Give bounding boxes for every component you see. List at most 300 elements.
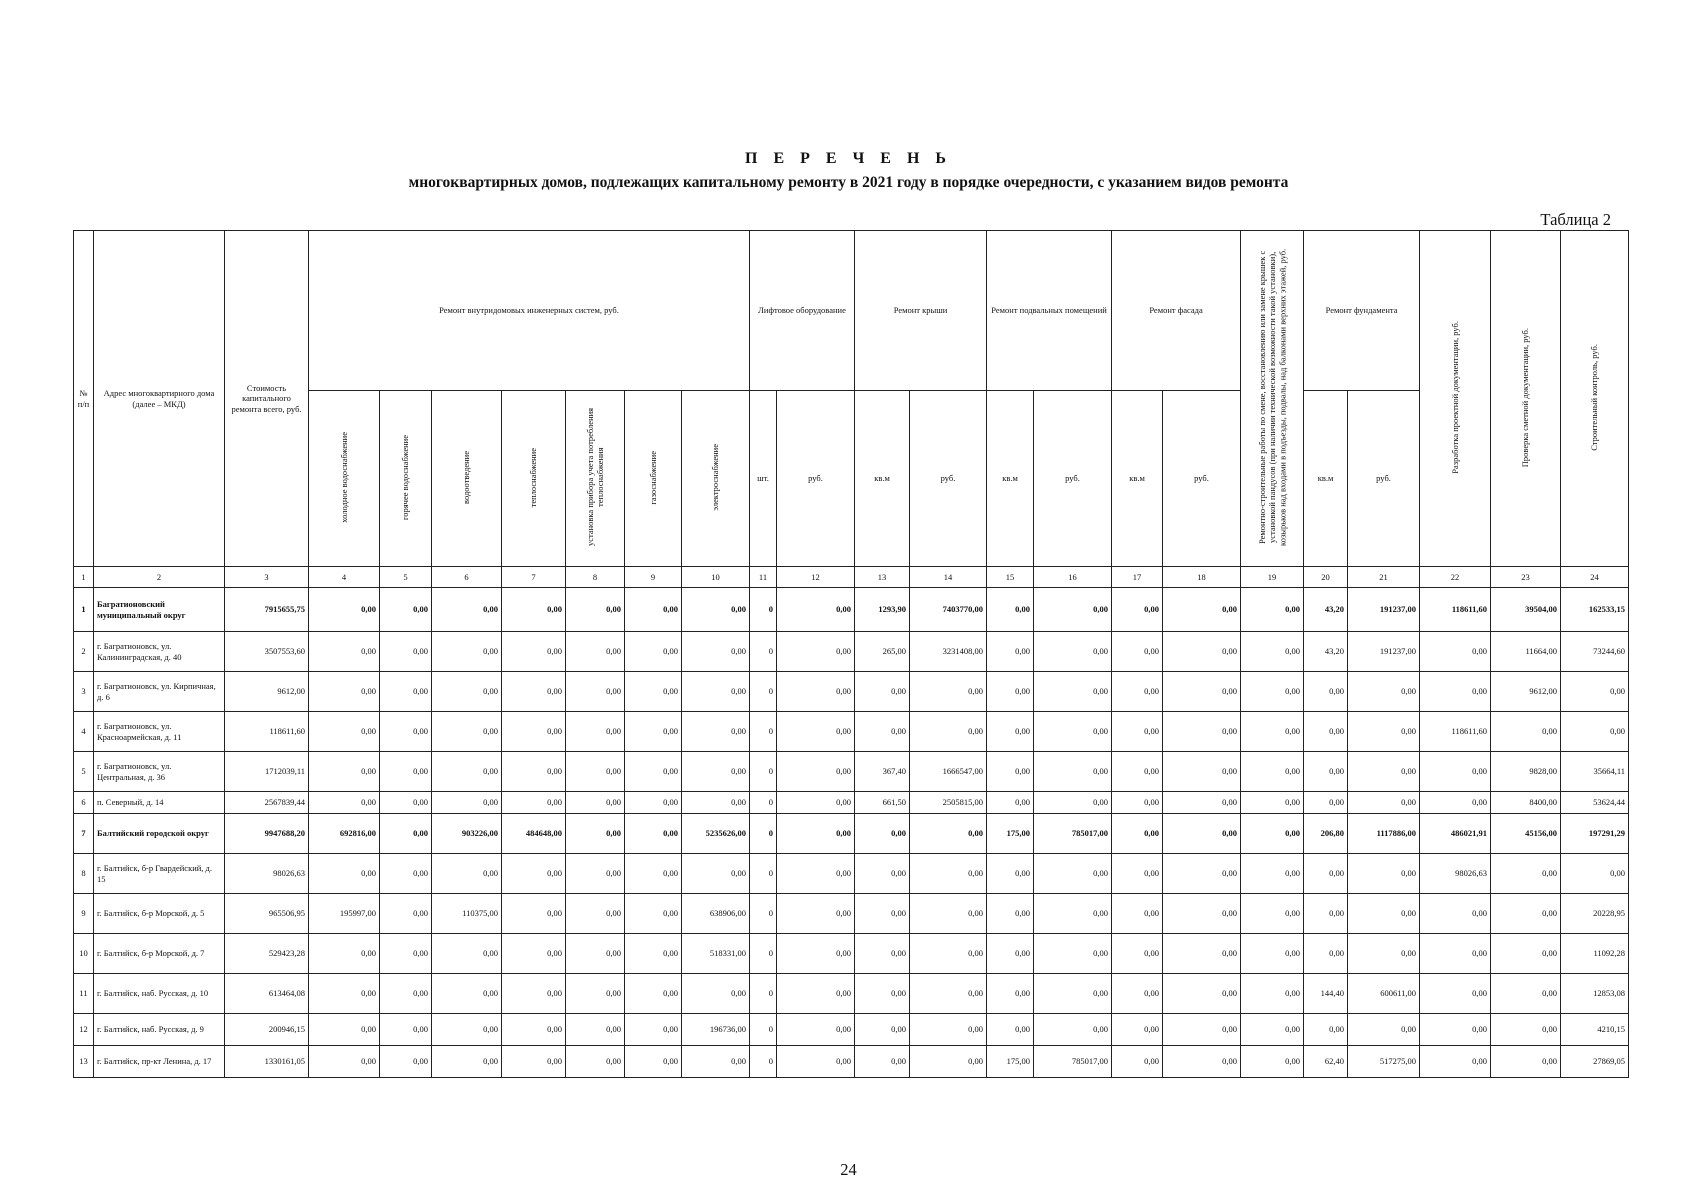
value-cell: 0,00 xyxy=(1112,1014,1163,1046)
value-cell: 0,00 xyxy=(1348,894,1420,934)
value-cell: 0,00 xyxy=(1163,854,1241,894)
value-cell: 0 xyxy=(750,752,777,792)
value-cell: 0,00 xyxy=(1491,854,1561,894)
value-cell: 0,00 xyxy=(502,854,566,894)
header-basement-rub: руб. xyxy=(1034,391,1112,567)
value-cell: 0,00 xyxy=(1241,632,1304,672)
value-cell: 62,40 xyxy=(1304,1046,1348,1078)
value-cell: 0,00 xyxy=(380,672,432,712)
value-cell: 0,00 xyxy=(432,1046,502,1078)
value-cell: 0,00 xyxy=(682,752,750,792)
value-cell: 0,00 xyxy=(625,854,682,894)
value-cell: 0 xyxy=(750,1014,777,1046)
row-number-cell: 12 xyxy=(74,1014,94,1046)
value-cell: 0,00 xyxy=(432,672,502,712)
value-cell: 0 xyxy=(750,894,777,934)
value-cell: 0,00 xyxy=(432,632,502,672)
value-cell: 9612,00 xyxy=(225,672,309,712)
value-cell: 0 xyxy=(750,672,777,712)
value-cell: 0,00 xyxy=(380,814,432,854)
value-cell: 0,00 xyxy=(1304,712,1348,752)
value-cell: 0,00 xyxy=(380,712,432,752)
value-cell: 692816,00 xyxy=(309,814,380,854)
value-cell: 0,00 xyxy=(432,588,502,632)
value-cell: 785017,00 xyxy=(1034,814,1112,854)
column-number-cell: 7 xyxy=(502,567,566,588)
value-cell: 0,00 xyxy=(566,752,625,792)
value-cell: 0,00 xyxy=(1112,894,1163,934)
header-facade-rub: руб. xyxy=(1163,391,1241,567)
value-cell: 0,00 xyxy=(1163,814,1241,854)
value-cell: 0,00 xyxy=(777,854,855,894)
column-number-cell: 1 xyxy=(74,567,94,588)
value-cell: 3507553,60 xyxy=(225,632,309,672)
value-cell: 9828,00 xyxy=(1491,752,1561,792)
value-cell: 0,00 xyxy=(682,712,750,752)
value-cell: 0,00 xyxy=(502,588,566,632)
value-cell: 0,00 xyxy=(432,792,502,814)
column-number-cell: 21 xyxy=(1348,567,1420,588)
header-lift: Лифтовое оборудование xyxy=(750,231,855,391)
value-cell: 0,00 xyxy=(1163,1014,1241,1046)
value-cell: 0,00 xyxy=(1348,752,1420,792)
value-cell: 0,00 xyxy=(380,1046,432,1078)
value-cell: 0,00 xyxy=(1034,752,1112,792)
header-basement-sqm: кв.м xyxy=(987,391,1034,567)
value-cell: 0,00 xyxy=(380,934,432,974)
value-cell: 43,20 xyxy=(1304,588,1348,632)
header-basement: Ремонт подвальных помещений xyxy=(987,231,1112,391)
value-cell: 20228,95 xyxy=(1561,894,1629,934)
value-cell: 9612,00 xyxy=(1491,672,1561,712)
value-cell: 0,00 xyxy=(777,752,855,792)
address-cell: г. Балтийск, наб. Русская, д. 9 xyxy=(94,1014,225,1046)
value-cell: 0,00 xyxy=(1420,1046,1491,1078)
header-foundation: Ремонт фундамента xyxy=(1304,231,1420,391)
value-cell: 0,00 xyxy=(566,1014,625,1046)
value-cell: 0,00 xyxy=(855,1046,910,1078)
header-roof-rub: руб. xyxy=(910,391,987,567)
value-cell: 45156,00 xyxy=(1491,814,1561,854)
value-cell: 1666547,00 xyxy=(910,752,987,792)
header-meter: установка прибора учета потребления теплоснабжения xyxy=(566,391,625,567)
value-cell: 0,00 xyxy=(1304,894,1348,934)
value-cell: 0 xyxy=(750,1046,777,1078)
column-number-cell: 23 xyxy=(1491,567,1561,588)
value-cell: 0,00 xyxy=(432,712,502,752)
value-cell: 0,00 xyxy=(1420,894,1491,934)
value-cell: 0,00 xyxy=(987,934,1034,974)
value-cell: 0,00 xyxy=(1420,1014,1491,1046)
value-cell: 0,00 xyxy=(502,752,566,792)
header-hot-water: горячее водоснабжение xyxy=(380,391,432,567)
value-cell: 0,00 xyxy=(566,1046,625,1078)
table-row xyxy=(74,1046,1629,1078)
address-cell: г. Багратионовск, ул. Центральная, д. 36 xyxy=(94,752,225,792)
value-cell: 191237,00 xyxy=(1348,632,1420,672)
value-cell: 0,00 xyxy=(309,752,380,792)
address-cell: г. Балтийск, б-р Морской, д. 7 xyxy=(94,934,225,974)
value-cell: 0,00 xyxy=(625,588,682,632)
value-cell: 0 xyxy=(750,588,777,632)
value-cell: 0,00 xyxy=(625,792,682,814)
value-cell: 0,00 xyxy=(566,792,625,814)
value-cell: 0,00 xyxy=(502,672,566,712)
value-cell: 0,00 xyxy=(1420,934,1491,974)
value-cell: 0,00 xyxy=(1034,854,1112,894)
value-cell: 903226,00 xyxy=(432,814,502,854)
value-cell: 98026,63 xyxy=(225,854,309,894)
value-cell: 0,00 xyxy=(1491,1014,1561,1046)
value-cell: 0,00 xyxy=(566,588,625,632)
value-cell: 0,00 xyxy=(625,752,682,792)
row-number-cell: 13 xyxy=(74,1046,94,1078)
value-cell: 0,00 xyxy=(1491,934,1561,974)
value-cell: 517275,00 xyxy=(1348,1046,1420,1078)
value-cell: 0,00 xyxy=(1241,1046,1304,1078)
value-cell: 7915655,75 xyxy=(225,588,309,632)
value-cell: 0,00 xyxy=(625,632,682,672)
value-cell: 8400,00 xyxy=(1491,792,1561,814)
value-cell: 0,00 xyxy=(987,588,1034,632)
value-cell: 118611,60 xyxy=(225,712,309,752)
header-lift-pcs: шт. xyxy=(750,391,777,567)
row-number-cell: 6 xyxy=(74,792,94,814)
value-cell: 4210,15 xyxy=(1561,1014,1629,1046)
value-cell: 0,00 xyxy=(987,894,1034,934)
value-cell: 0,00 xyxy=(1112,814,1163,854)
value-cell: 0,00 xyxy=(1304,854,1348,894)
value-cell: 197291,29 xyxy=(1561,814,1629,854)
column-number-cell: 6 xyxy=(432,567,502,588)
address-cell: г. Балтийск, пр-кт Ленина, д. 17 xyxy=(94,1046,225,1078)
value-cell: 0,00 xyxy=(432,854,502,894)
table-row xyxy=(74,672,1629,712)
value-cell: 0,00 xyxy=(1420,632,1491,672)
value-cell: 0,00 xyxy=(1420,792,1491,814)
document-subtitle: многоквартирных домов, подлежащих капитальному ремонту в 2021 году в порядке очередности, с указанием видов ремонта xyxy=(408,174,1289,191)
value-cell: 73244,60 xyxy=(1561,632,1629,672)
value-cell: 0,00 xyxy=(1163,752,1241,792)
value-cell: 0,00 xyxy=(987,632,1034,672)
row-number-cell: 9 xyxy=(74,894,94,934)
value-cell: 0,00 xyxy=(1112,974,1163,1014)
header-foundation-rub: руб. xyxy=(1348,391,1420,567)
value-cell: 0,00 xyxy=(910,894,987,934)
value-cell: 0,00 xyxy=(1348,792,1420,814)
column-number-cell: 13 xyxy=(855,567,910,588)
value-cell: 0,00 xyxy=(777,1014,855,1046)
value-cell: 0,00 xyxy=(777,894,855,934)
value-cell: 0,00 xyxy=(1034,894,1112,934)
value-cell: 0,00 xyxy=(1241,672,1304,712)
value-cell: 0,00 xyxy=(625,934,682,974)
value-cell: 0,00 xyxy=(987,792,1034,814)
value-cell: 0,00 xyxy=(309,854,380,894)
row-number-cell: 1 xyxy=(74,588,94,632)
value-cell: 0,00 xyxy=(682,974,750,1014)
value-cell: 0,00 xyxy=(910,854,987,894)
column-number-cell: 8 xyxy=(566,567,625,588)
value-cell: 0,00 xyxy=(1112,712,1163,752)
value-cell: 0,00 xyxy=(1163,588,1241,632)
value-cell: 5235626,00 xyxy=(682,814,750,854)
value-cell: 0 xyxy=(750,854,777,894)
value-cell: 0,00 xyxy=(1163,894,1241,934)
table-row xyxy=(74,712,1629,752)
value-cell: 196736,00 xyxy=(682,1014,750,1046)
value-cell: 0,00 xyxy=(910,672,987,712)
column-number-cell: 18 xyxy=(1163,567,1241,588)
value-cell: 11092,28 xyxy=(1561,934,1629,974)
row-number-cell: 3 xyxy=(74,672,94,712)
value-cell: 0,00 xyxy=(1241,792,1304,814)
value-cell: 0,00 xyxy=(910,1046,987,1078)
value-cell: 0,00 xyxy=(1163,672,1241,712)
value-cell: 0,00 xyxy=(566,854,625,894)
table-row xyxy=(74,934,1629,974)
value-cell: 0,00 xyxy=(1241,974,1304,1014)
value-cell: 0,00 xyxy=(1241,588,1304,632)
value-cell: 0,00 xyxy=(855,712,910,752)
value-cell: 0,00 xyxy=(1561,712,1629,752)
value-cell: 0,00 xyxy=(1304,1014,1348,1046)
column-number-cell: 11 xyxy=(750,567,777,588)
value-cell: 0,00 xyxy=(987,752,1034,792)
column-number-cell: 5 xyxy=(380,567,432,588)
value-cell: 0,00 xyxy=(910,814,987,854)
value-cell: 0,00 xyxy=(777,814,855,854)
value-cell: 0,00 xyxy=(1348,934,1420,974)
header-facade: Ремонт фасада xyxy=(1112,231,1241,391)
value-cell: 0,00 xyxy=(855,974,910,1014)
value-cell: 0,00 xyxy=(1163,792,1241,814)
column-number-cell: 3 xyxy=(225,567,309,588)
value-cell: 0,00 xyxy=(380,854,432,894)
header-facade-sqm: кв.м xyxy=(1112,391,1163,567)
value-cell: 98026,63 xyxy=(1420,854,1491,894)
value-cell: 518331,00 xyxy=(682,934,750,974)
value-cell: 0,00 xyxy=(910,712,987,752)
value-cell: 0,00 xyxy=(1112,934,1163,974)
value-cell: 0,00 xyxy=(380,792,432,814)
value-cell: 0 xyxy=(750,814,777,854)
header-num: № п/п xyxy=(74,231,94,567)
value-cell: 162533,15 xyxy=(1561,588,1629,632)
value-cell: 0,00 xyxy=(380,588,432,632)
value-cell: 200946,15 xyxy=(225,1014,309,1046)
value-cell: 0,00 xyxy=(1561,672,1629,712)
value-cell: 0,00 xyxy=(625,894,682,934)
value-cell: 0,00 xyxy=(566,894,625,934)
value-cell: 0,00 xyxy=(502,934,566,974)
value-cell: 486021,91 xyxy=(1420,814,1491,854)
header-design-docs: Разработка проектной документации, руб. xyxy=(1420,231,1491,567)
value-cell: 0,00 xyxy=(1304,792,1348,814)
value-cell: 2505815,00 xyxy=(910,792,987,814)
row-number-cell: 7 xyxy=(74,814,94,854)
value-cell: 0,00 xyxy=(682,792,750,814)
value-cell: 0,00 xyxy=(1348,672,1420,712)
value-cell: 0,00 xyxy=(1034,974,1112,1014)
value-cell: 0,00 xyxy=(1034,672,1112,712)
value-cell: 0,00 xyxy=(1034,792,1112,814)
value-cell: 195997,00 xyxy=(309,894,380,934)
address-cell: г. Балтийск, б-р Морской, д. 5 xyxy=(94,894,225,934)
header-address: Адрес многоквартирного дома (далее – МКД) xyxy=(94,231,225,567)
value-cell: 0,00 xyxy=(1034,934,1112,974)
row-number-cell: 10 xyxy=(74,934,94,974)
value-cell: 0,00 xyxy=(309,1014,380,1046)
value-cell: 0,00 xyxy=(1163,974,1241,1014)
header-foundation-sqm: кв.м xyxy=(1304,391,1348,567)
header-roof: Ремонт крыши xyxy=(855,231,987,391)
value-cell: 1117886,00 xyxy=(1348,814,1420,854)
value-cell: 11664,00 xyxy=(1491,632,1561,672)
address-cell: г. Балтийск, наб. Русская, д. 10 xyxy=(94,974,225,1014)
value-cell: 0,00 xyxy=(1561,854,1629,894)
column-number-cell: 16 xyxy=(1034,567,1112,588)
value-cell: 0,00 xyxy=(1112,588,1163,632)
row-number-cell: 11 xyxy=(74,974,94,1014)
table-row xyxy=(74,854,1629,894)
value-cell: 0,00 xyxy=(502,1046,566,1078)
value-cell: 0,00 xyxy=(1112,752,1163,792)
value-cell: 0,00 xyxy=(1112,1046,1163,1078)
value-cell: 484648,00 xyxy=(502,814,566,854)
value-cell: 39504,00 xyxy=(1491,588,1561,632)
value-cell: 12853,08 xyxy=(1561,974,1629,1014)
value-cell: 0 xyxy=(750,934,777,974)
value-cell: 0,00 xyxy=(777,672,855,712)
value-cell: 0,00 xyxy=(1420,974,1491,1014)
address-cell: г. Багратионовск, ул. Красноармейская, д. 11 xyxy=(94,712,225,752)
value-cell: 0,00 xyxy=(1491,1046,1561,1078)
value-cell: 0,00 xyxy=(432,752,502,792)
value-cell: 0,00 xyxy=(625,974,682,1014)
value-cell: 0,00 xyxy=(1112,854,1163,894)
value-cell: 0 xyxy=(750,712,777,752)
value-cell: 965506,95 xyxy=(225,894,309,934)
value-cell: 0,00 xyxy=(1241,712,1304,752)
column-number-cell: 20 xyxy=(1304,567,1348,588)
value-cell: 0,00 xyxy=(987,1014,1034,1046)
value-cell: 0,00 xyxy=(1163,712,1241,752)
value-cell: 0,00 xyxy=(1163,934,1241,974)
value-cell: 0 xyxy=(750,632,777,672)
header-repair-works: Ремонтно-строительные работы по смене, восстановлению или замене крышек с установкой пандусов (при наличии технической возможности такой установки), козырьков над входами в подъезды, подвалы, над балконами верхних этажей, руб. xyxy=(1241,231,1304,567)
value-cell: 0,00 xyxy=(1491,712,1561,752)
header-cold-water: холодное водоснабжение xyxy=(309,391,380,567)
table-row xyxy=(74,588,1629,632)
document-title: П Е Р Е Ч Е Н Ь xyxy=(745,150,952,167)
value-cell: 529423,28 xyxy=(225,934,309,974)
value-cell: 0,00 xyxy=(777,1046,855,1078)
value-cell: 1293,90 xyxy=(855,588,910,632)
value-cell: 0,00 xyxy=(432,974,502,1014)
column-number-cell: 22 xyxy=(1420,567,1491,588)
value-cell: 0,00 xyxy=(502,632,566,672)
row-number-cell: 5 xyxy=(74,752,94,792)
value-cell: 0,00 xyxy=(987,854,1034,894)
value-cell: 0,00 xyxy=(777,632,855,672)
value-cell: 0,00 xyxy=(309,672,380,712)
value-cell: 0,00 xyxy=(309,792,380,814)
table-label: Таблица 2 xyxy=(1540,210,1611,229)
value-cell: 638906,00 xyxy=(682,894,750,934)
value-cell: 175,00 xyxy=(987,814,1034,854)
value-cell: 265,00 xyxy=(855,632,910,672)
value-cell: 0,00 xyxy=(1163,632,1241,672)
table-row xyxy=(74,752,1629,792)
address-cell: п. Северный, д. 14 xyxy=(94,792,225,814)
column-number-cell: 15 xyxy=(987,567,1034,588)
value-cell: 0,00 xyxy=(1491,894,1561,934)
value-cell: 0,00 xyxy=(309,632,380,672)
value-cell: 0,00 xyxy=(1241,854,1304,894)
value-cell: 0,00 xyxy=(502,974,566,1014)
value-cell: 0,00 xyxy=(1348,854,1420,894)
value-cell: 0,00 xyxy=(777,974,855,1014)
row-number-cell: 2 xyxy=(74,632,94,672)
header-electric: электроснабжение xyxy=(682,391,750,567)
header-total: Стоимость капитального ремонта всего, руб. xyxy=(225,231,309,567)
value-cell: 0,00 xyxy=(1034,632,1112,672)
value-cell: 0,00 xyxy=(910,1014,987,1046)
value-cell: 0,00 xyxy=(1241,814,1304,854)
table-row xyxy=(74,894,1629,934)
value-cell: 0,00 xyxy=(566,974,625,1014)
value-cell: 0,00 xyxy=(309,934,380,974)
value-cell: 0,00 xyxy=(1304,672,1348,712)
value-cell: 0,00 xyxy=(987,974,1034,1014)
column-number-cell: 24 xyxy=(1561,567,1629,588)
value-cell: 43,20 xyxy=(1304,632,1348,672)
value-cell: 0,00 xyxy=(566,672,625,712)
column-number-cell: 4 xyxy=(309,567,380,588)
value-cell: 0,00 xyxy=(855,1014,910,1046)
value-cell: 0,00 xyxy=(682,632,750,672)
value-cell: 0,00 xyxy=(1348,712,1420,752)
value-cell: 0,00 xyxy=(380,752,432,792)
value-cell: 118611,60 xyxy=(1420,588,1491,632)
value-cell: 0,00 xyxy=(432,1014,502,1046)
value-cell: 0,00 xyxy=(625,712,682,752)
table-row xyxy=(74,792,1629,814)
value-cell: 0,00 xyxy=(1304,752,1348,792)
value-cell: 0,00 xyxy=(682,1046,750,1078)
value-cell: 0,00 xyxy=(1491,974,1561,1014)
value-cell: 175,00 xyxy=(987,1046,1034,1078)
value-cell: 53624,44 xyxy=(1561,792,1629,814)
value-cell: 0,00 xyxy=(380,974,432,1014)
value-cell: 0,00 xyxy=(502,1014,566,1046)
value-cell: 0,00 xyxy=(1112,672,1163,712)
value-cell: 0,00 xyxy=(855,672,910,712)
value-cell: 1712039,11 xyxy=(225,752,309,792)
value-cell: 0,00 xyxy=(1034,1014,1112,1046)
header-estimate-check: Проверка сметной документации, руб. xyxy=(1491,231,1561,567)
value-cell: 0,00 xyxy=(777,934,855,974)
value-cell: 0,00 xyxy=(502,712,566,752)
value-cell: 600611,00 xyxy=(1348,974,1420,1014)
value-cell: 144,40 xyxy=(1304,974,1348,1014)
table-row xyxy=(74,814,1629,854)
value-cell: 0,00 xyxy=(1304,934,1348,974)
address-cell: г. Багратионовск, ул. Кирпичная, д. 6 xyxy=(94,672,225,712)
value-cell: 206,80 xyxy=(1304,814,1348,854)
value-cell: 0 xyxy=(750,792,777,814)
